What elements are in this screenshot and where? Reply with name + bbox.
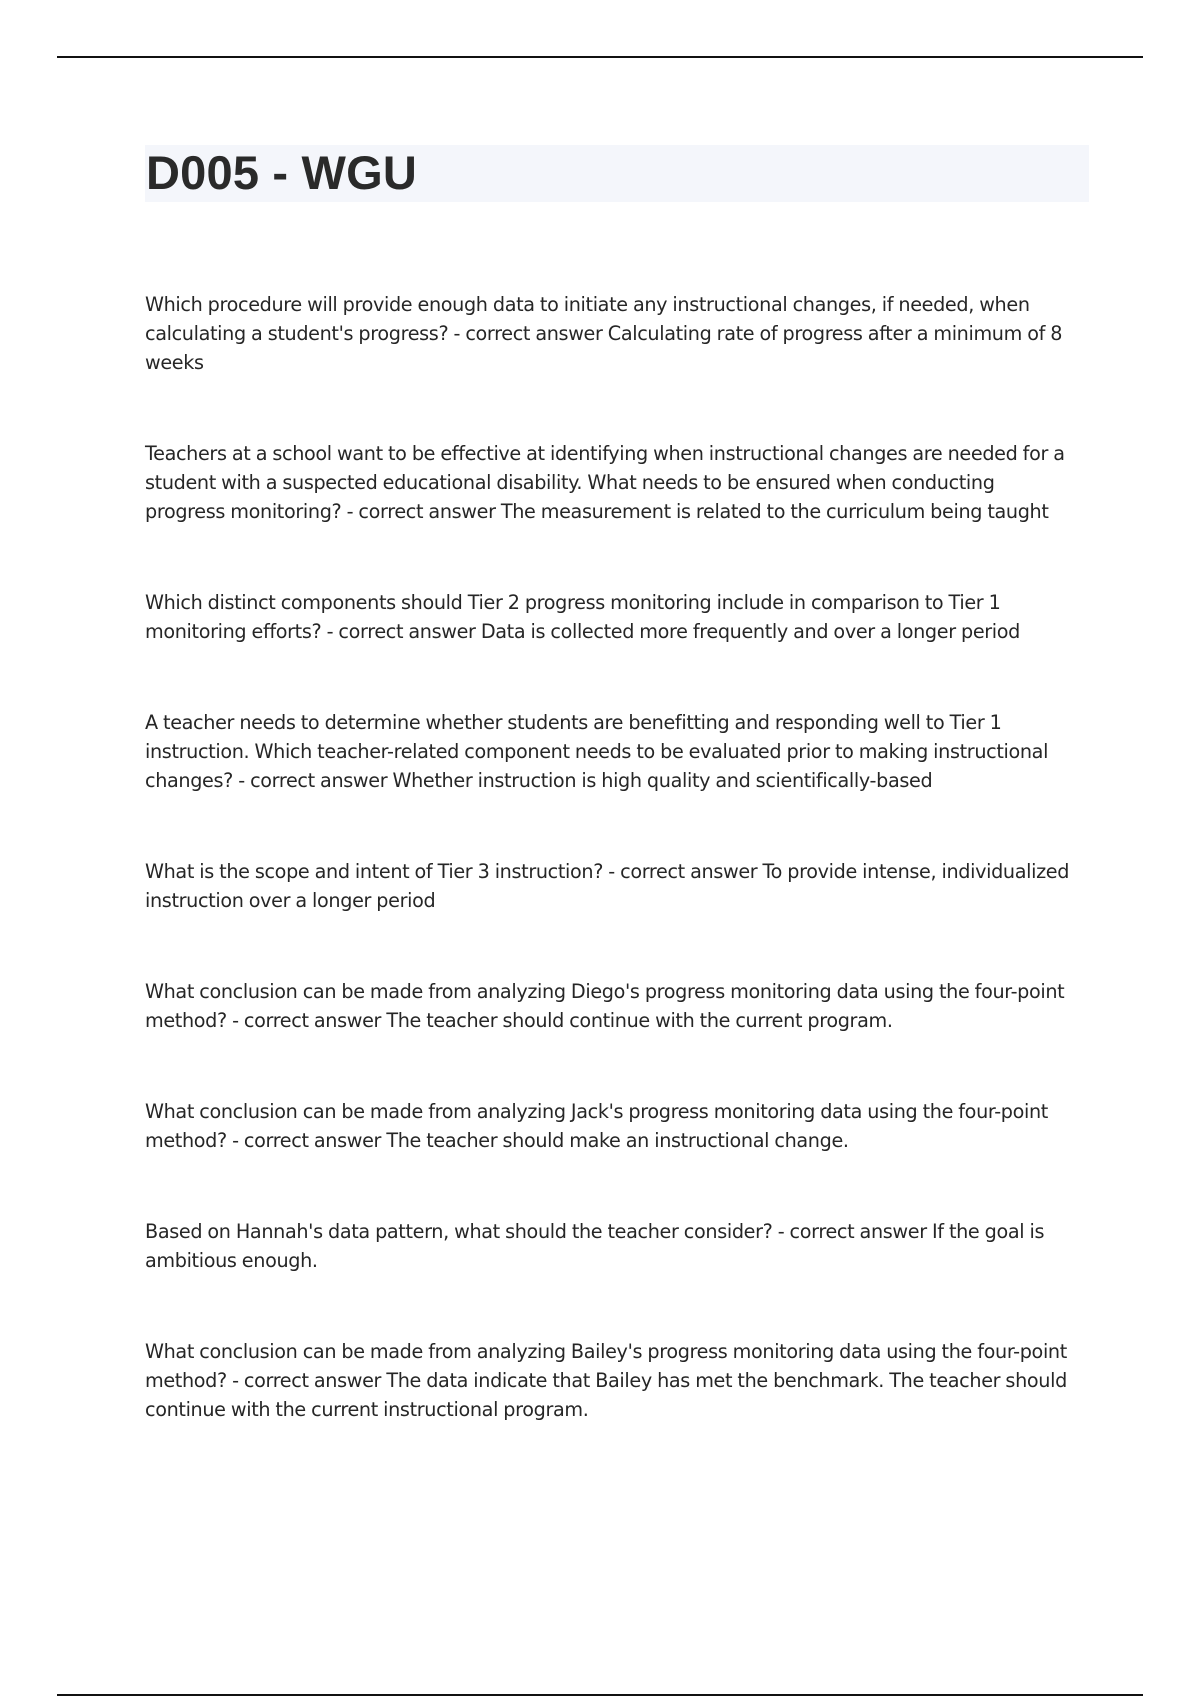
qa-item-2: Teachers at a school want to be effective at identifying when instructional changes are needed for a student with a suspected educational disability. What needs to be ensured when conducting progress monitoring? - correct answer The measurement is related to the curriculum being taught [145, 442, 1065, 523]
qa-item-5: What is the scope and intent of Tier 3 instruction? - correct answer To provide intense, individualized instruction over a longer period [145, 860, 1070, 912]
qa-item-6: What conclusion can be made from analyzing Diego's progress monitoring data using the four-point method? - correct answer The teacher should continue with the current program. [145, 980, 1065, 1032]
question-answer-list [145, 290, 1075, 1486]
qa-item-3: Which distinct components should Tier 2 progress monitoring include in comparison to Tier 1 monitoring efforts? - correct answer Data is collected more frequently and over a longer period [145, 591, 1021, 643]
document-title: D005 - WGU [146, 146, 417, 199]
qa-item-9: What conclusion can be made from analyzing Bailey's progress monitoring data using the four-point method? - correct answer The data indicate that Bailey has met the benchmark. The teacher should continue with the current instructional program. [145, 1340, 1067, 1421]
top-divider [57, 56, 1143, 58]
qa-item-7: What conclusion can be made from analyzing Jack's progress monitoring data using the four-point method? - correct answer The teacher should make an instructional change. [145, 1100, 1048, 1152]
qa-item-1: Which procedure will provide enough data to initiate any instructional changes, if needed, when calculating a student's progress? - correct answer Calculating rate of progress after a minimum of 8 weeks [145, 293, 1063, 374]
qa-item-8: Based on Hannah's data pattern, what should the teacher consider? - correct answer If the goal is ambitious enough. [145, 1220, 1045, 1272]
bottom-divider [57, 1694, 1143, 1696]
qa-item-4: A teacher needs to determine whether students are benefitting and responding well to Tier 1 instruction. Which teacher-related component needs to be evaluated prior to making instructional changes? - correct answer Whether instruction is high quality and scientifically-based [145, 711, 1049, 792]
